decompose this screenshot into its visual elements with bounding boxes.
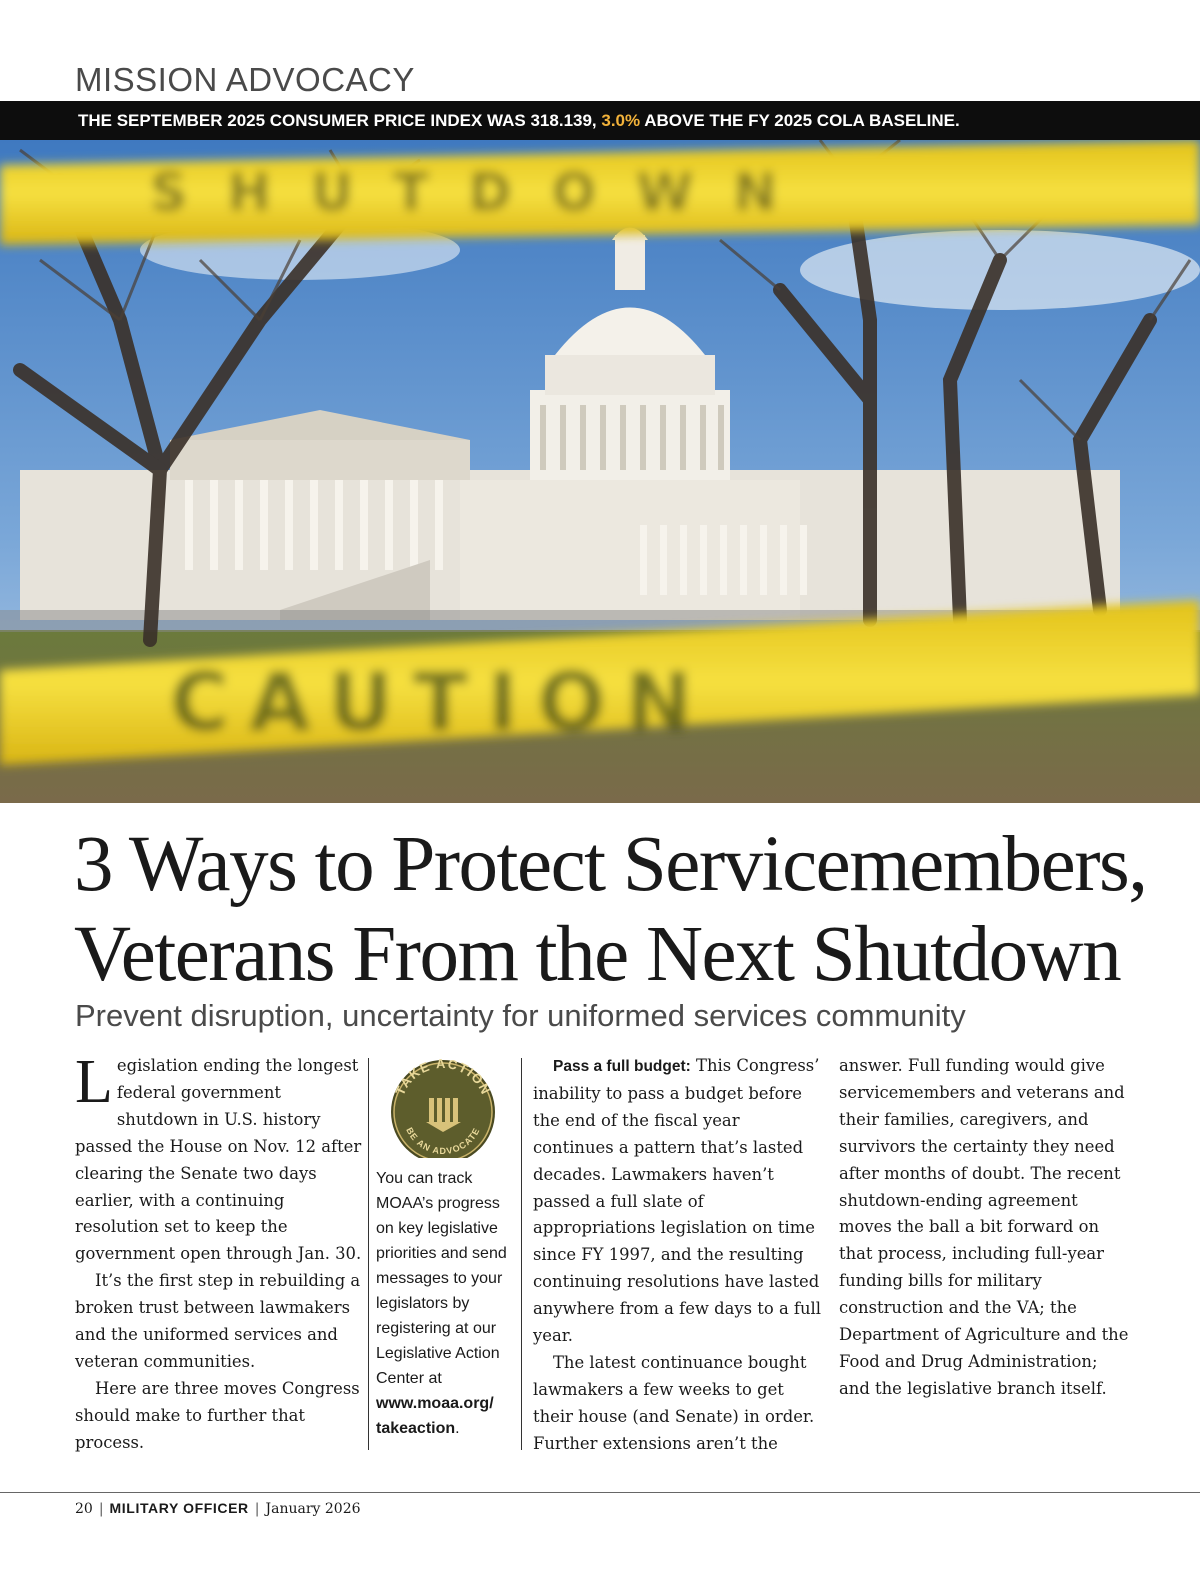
paragraph-budget — [533, 1053, 823, 1350]
page-number: 20 — [75, 1501, 93, 1517]
paragraph-budget-text: This Congress’ inability to pass a budget before the end of the fiscal year continues a pattern that’s lasted decades. Lawmakers haven’t passed a full slate of appropriations legislation on time since FY 1997, and the resulting continuing resolutions have lasted anywhere from a few days to a full year. — [533, 1056, 822, 1346]
magazine-name: MILITARY OFFICER — [109, 1500, 249, 1516]
take-action-link[interactable]: www.moaa.org/ takeaction — [376, 1395, 494, 1437]
sidebar-end: . — [455, 1420, 460, 1437]
headline-line-2: Veterans From the Next Shutdown — [74, 911, 1121, 998]
page-footer — [75, 1497, 361, 1519]
budget-lead-in: Pass a full budget: — [553, 1058, 691, 1075]
paragraph-intro — [75, 1048, 365, 1268]
column-rule — [368, 1058, 369, 1450]
footer-separator: | — [98, 1501, 104, 1517]
banner-text-end: ABOVE THE FY 2025 COLA BASELINE. — [640, 111, 960, 130]
hero-photo — [0, 140, 1200, 803]
footer-rule — [0, 1492, 1200, 1493]
badge-top-text: TAKE ACTION — [392, 1058, 494, 1098]
sidebar-text — [376, 1166, 516, 1441]
banner-text: THE SEPTEMBER 2025 CONSUMER PRICE INDEX WAS 318.139, — [78, 111, 602, 130]
article-column-1 — [75, 1048, 365, 1457]
paragraph-3: Here are three moves Congress should make to further that process. — [75, 1378, 360, 1452]
paragraph-2: It’s the first step in rebuilding a broken trust between lawmakers and the uniformed services and veteran communities. — [75, 1271, 361, 1371]
take-action-badge — [384, 1058, 502, 1158]
tape-text-top: SHUTDOWN — [150, 163, 817, 223]
article-column-3 — [533, 1053, 1129, 1463]
subheadline: Prevent disruption, uncertainty for uniformed services community — [75, 998, 966, 1033]
paragraph-continuance: The latest continuance bought lawmakers a few weeks to get their house (and Senate) in order. Further extensions aren’t the answer. Full funding would give servicemembers and veterans and their families, caregivers, and survivors the certainty they need after months of doubt. The recent shutdown-ending agreement moves the ball a bit forward on that process, including full-year funding bills for military construction and the VA; the Department of Agriculture and the Food and Drug Administration; and the legislative branch itself. — [533, 1056, 1129, 1453]
sidebar-body: You can track MOAA’s progress on key legislative priorities and send messages to your legislators by registering at our Legislative Action Center at — [376, 1170, 507, 1387]
drop-cap: L — [75, 1048, 113, 1116]
column-rule-2 — [521, 1058, 522, 1450]
cpi-banner — [0, 101, 1200, 140]
paragraph-intro-text: egislation ending the longest federal government shutdown in U.S. history passed the House on Nov. 12 after clearing the Senate two days earlier, with a continuing resolution set to keep the government open through Jan. 30. — [75, 1056, 362, 1264]
badge-bottom-text: BE AN ADVOCATE — [404, 1125, 482, 1157]
issue-date: January 2026 — [265, 1501, 361, 1517]
headline — [74, 820, 1154, 1000]
footer-separator-2: | — [254, 1501, 260, 1517]
take-action-sidebar — [376, 1058, 516, 1441]
section-label: MISSION ADVOCACY — [75, 61, 415, 98]
headline-line-1: 3 Ways to Protect Servicemembers, — [74, 821, 1147, 908]
tape-text-bottom: CAUTION — [170, 656, 713, 749]
banner-highlight: 3.0% — [601, 111, 641, 130]
